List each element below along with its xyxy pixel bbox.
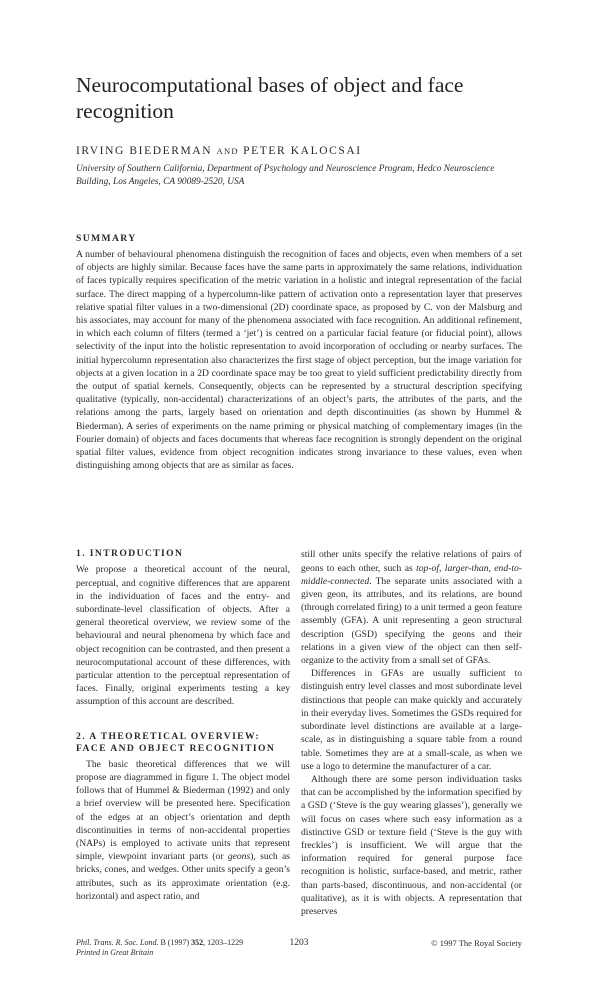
left-column	[76, 548, 290, 902]
author-2: PETER KALOCSAI	[243, 145, 362, 157]
text-run: ), such as bricks, cones, and wedges. Other units specify a geon’s attributes, such as its approximate orientation (e.g. horizontal) and aspect ratio, and	[76, 851, 291, 902]
authors	[76, 144, 522, 159]
summary-body: A number of behavioural phenomena distinguish the recognition of faces and objects, even when members of a set of objects are highly similar. Because faces have the same parts in approximately the same relations, individuation of faces typically requires specification of the metric variation in a holistic and integral representation of the facial surface. The direct mapping of a hypercolumn-like pattern of activation onto a representation layer that preserves relative spatial filter values in a two-dimensional (2D) coordinate space, as proposed by C. von der Malsburg and his associates, may account for many of the phenomena associated with face recognition. An additional refinement, in which each column of filters (termed a ‘jet’) is centred on a particular facial feature (or fiducial point), allows selectivity of the input into the holistic representation to avoid incorporation of occluding or nearby surfaces. The initial hypercolumn representation also characterizes the first stage of object perception, but the image variation for objects at a given location in a 2D coordinate space may be too great to yield sufficient predictability directly from the output of spatial kernels. Consequently, objects can be represented by a structural description specifying qualitative (typically, non-accidental) characterizations of an object’s parts, the attributes of the parts, and the relations among the parts, largely based on orientation and depth discontinuities (as shown by Hummel & Biederman). A series of experiments on the name priming or physical matching of complementary images (in the Fourier domain) of objects and faces documents that whereas face recognition is strongly dependent on the original spatial filter values, evidence from object recognition indicates strong invariance to these values, even when distinguishing among objects that are as similar as faces.	[76, 249, 522, 472]
right-column	[301, 548, 522, 918]
journal-citation	[76, 938, 282, 958]
overview-paragraph-1	[76, 758, 290, 903]
paper-title: Neurocomputational bases of object and face recognition	[76, 73, 464, 123]
printed-in: Printed in Great Britain	[76, 948, 154, 958]
overview-heading: 2. A THEORETICAL OVERVIEW: FACE AND OBJECT RECOGNITION	[76, 730, 276, 754]
intro-heading: 1. INTRODUCTION	[76, 548, 184, 560]
two-column-body	[76, 548, 522, 918]
italic-term: geons	[227, 851, 251, 863]
copyright: © 1997 The Royal Society	[431, 938, 522, 949]
volume: 352	[191, 938, 204, 948]
intro-body: We propose a theoretical account of the neural, perceptual, and cognitive differences that are apparent in the individuation of faces and the entry- and subordinate-level classification of objects. After a general theoretical overview, we review some of the behavioural and neural phenomena by which face and object recognition can be contrasted, and then present a neurocomputational account of these differences, with particular attention to the perceptual representation of faces. Finally, original experiments testing a key assumption of this account are described.	[76, 564, 290, 708]
text-run: still other units specify the relative relations of pairs of geons to each other, such as	[301, 549, 522, 574]
italic-terms: top-of, larger-than, end-to-middle-connected	[301, 562, 522, 587]
overview-paragraph-3: Although there are some person individuation tasks that can be accomplished by the information specified by a GSD (‘Steve is the guy wearing glasses’), generally we will focus on cases where such easy information as a distinctive GSD or texture field (‘Steve is the guy with freckles’) is insufficient. We will argue that the information required for general purpose face recognition is holistic, surface-based, and metric, rather than parts-based, discontinuous, and non-accidental (or qualitative), as it is with objects. A representation that preserves	[301, 773, 522, 917]
overview-paragraph-1-cont	[301, 548, 522, 667]
summary-heading: SUMMARY	[76, 233, 137, 244]
affiliation: University of Southern California, Department of Psychology and Neuroscience Program, Hedco Neuroscience Building, Los Angeles, CA 90089-2520, USA	[76, 164, 495, 187]
overview-paragraph-2: Differences in GFAs are usually sufficient to distinguish entry level classes and most subordinate level distinctions that people can make quickly and accurately in their everyday lives. Sometimes the GSDs required for subordinate level distinctions are available at a large-scale, as in distinguishing a square table from a round table. Sometimes they are at a small-scale, as when we use a logo to determine the manufacturer of a car.	[301, 668, 522, 772]
page-range: , 1203–1229	[203, 938, 244, 948]
authors-and: AND	[216, 146, 239, 156]
page-footer	[76, 938, 522, 958]
page-number: 1203	[289, 938, 309, 949]
journal-name: Phil. Trans. R. Soc. Lond.	[76, 938, 159, 948]
author-1: IRVING BIEDERMAN	[76, 145, 213, 157]
series-year: B (1997)	[160, 938, 190, 948]
text-run: . The separate units associated with a given geon, its attributes, and its relations, are bound (through correlated firing) to a unit termed a geon feature assembly (GFA). A unit representing a geon structural description (GSD) specifying the geons and their relations in a given view of the object can then self-organize to the activity from a small set of GFAs.	[301, 575, 522, 667]
text-run: The basic theoretical differences that we will propose are diagrammed in figure 1. The object model follows that of Hummel & Biederman (1992) and only a brief overview will be presented here. Specification of the edges at an object’s orientation and depth discontinuities in terms of non-accidental properties (NAPs) is employed to activate units that represent simple, viewpoint invariant parts (or	[76, 758, 290, 863]
